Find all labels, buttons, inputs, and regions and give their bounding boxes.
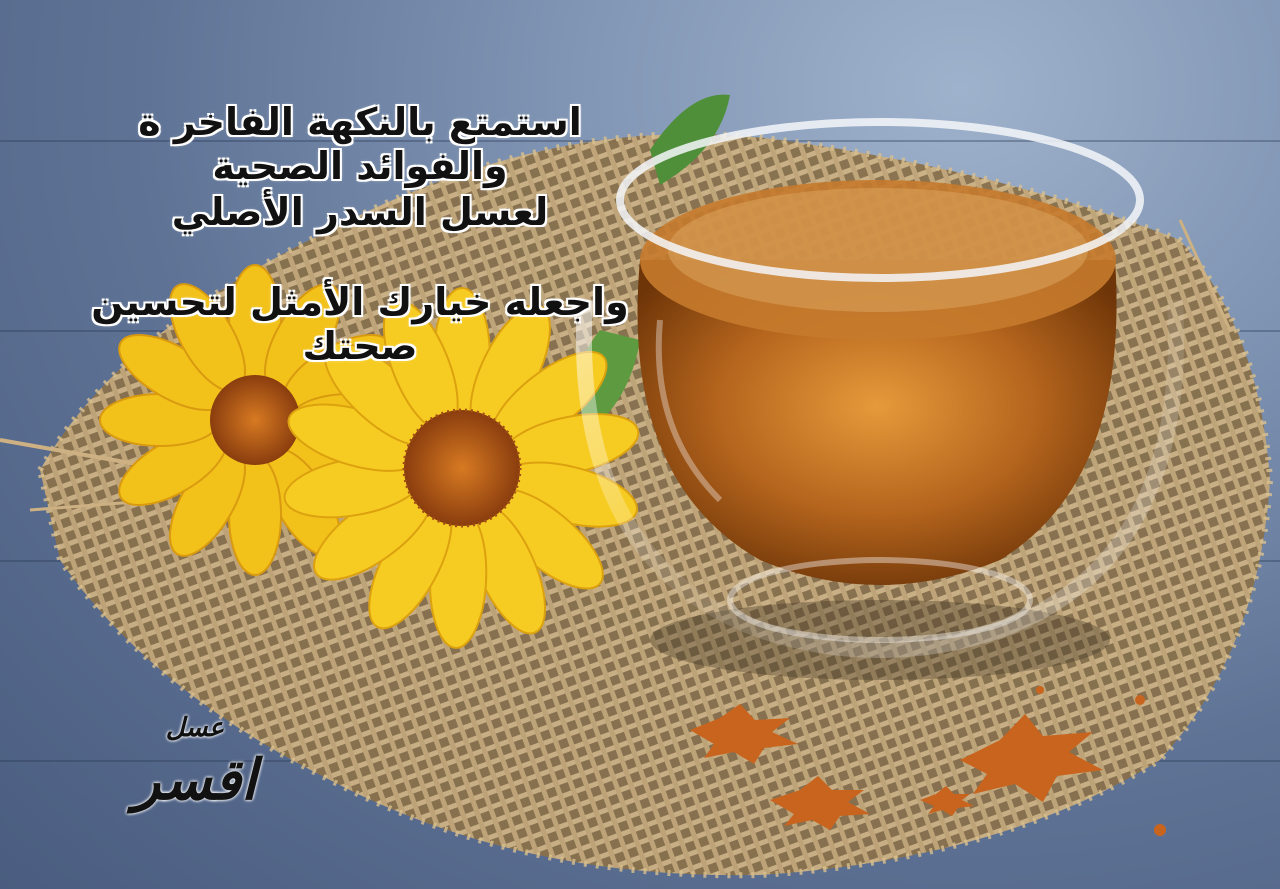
brand-logo	[105, 705, 285, 835]
logo-big-text: اقسر	[133, 747, 257, 813]
headline-line-1: استمتع بالنكهة الفاخر ة والفوائد الصحية	[138, 100, 582, 188]
headline-line-2: لعسل السدر الأصلي	[171, 190, 549, 234]
logo-small-text: عسل	[165, 713, 225, 743]
headline-line-3: واجعله خيارك الأمثل لتحسين صحتك	[91, 280, 629, 368]
